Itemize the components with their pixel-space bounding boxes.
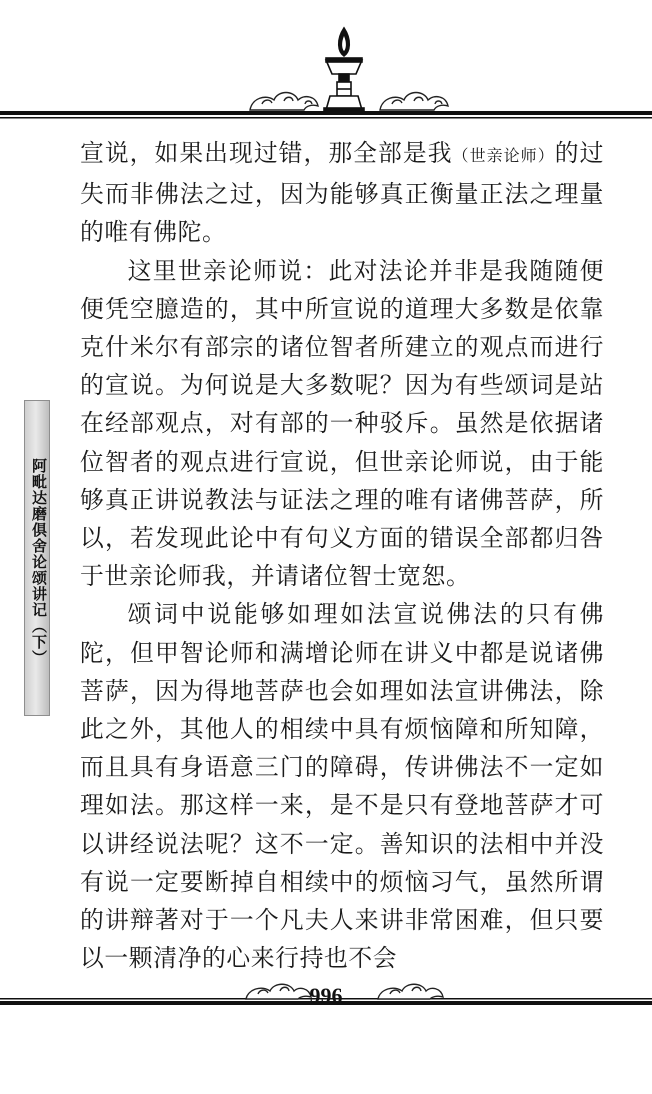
page-number: 996	[309, 983, 343, 1008]
header-rule	[0, 111, 652, 119]
paragraph-3: 颂词中说能够如理如法宣说佛法的只有佛陀，但甲智论师和满增论师在讲义中都是说诸佛菩萨，因为得地菩萨也会如理如法宣讲佛法，除此之外，其他人的相续中具有烦恼障和所知障，而且具有身语意三门的障碍，传讲佛法不一定如理如法。那这样一来，是不是只有登地菩萨才可以讲经说法呢？这不一定。善知识的法相中并没有说一定要断掉自相续中的烦恼习气，虽然所谓的讲辩著对于一个凡夫人来讲非常困难，但只要以一颗清净的心来行持也不会	[80, 600, 604, 973]
header-ornament	[0, 0, 652, 130]
paragraph-1-part-a: 宣说，如果出现过错，那全部是我	[80, 139, 453, 167]
side-tab	[24, 400, 50, 716]
inline-note: （世亲论师）	[452, 146, 555, 165]
body-text	[80, 134, 604, 977]
butter-lamp-icon	[324, 28, 364, 111]
cloud-ornament-right	[380, 93, 448, 111]
paragraph-2: 这里世亲论师说：此对法论并非是我随随便便凭空臆造的，其中所宣说的道理大多数是依靠克什米尔有部宗的诸位智者所建立的观点而进行的宣说。为何说是大多数呢？因为有些颂词是站在经部观点，对有部的一种驳斥。虽然是依据诸位智者的观点进行宣说，但世亲论师说，由于能够真正讲说教法与证法之理的唯有诸佛菩萨，所以，若发现此论中有句义方面的错误全部都归咎于世亲论师我，并请诸位智士宽恕。	[80, 256, 604, 591]
paragraph-1-part-b: 的过失而非佛法之过，因为能够真正衡量正法之理量的唯有佛陀。	[80, 139, 604, 247]
book-title-vertical: 阿毗达磨俱舍论颂讲记（下）	[30, 458, 48, 666]
cloud-ornament-left	[250, 93, 318, 111]
footer-cloud-right	[378, 984, 443, 999]
paragraph-1	[80, 134, 604, 252]
